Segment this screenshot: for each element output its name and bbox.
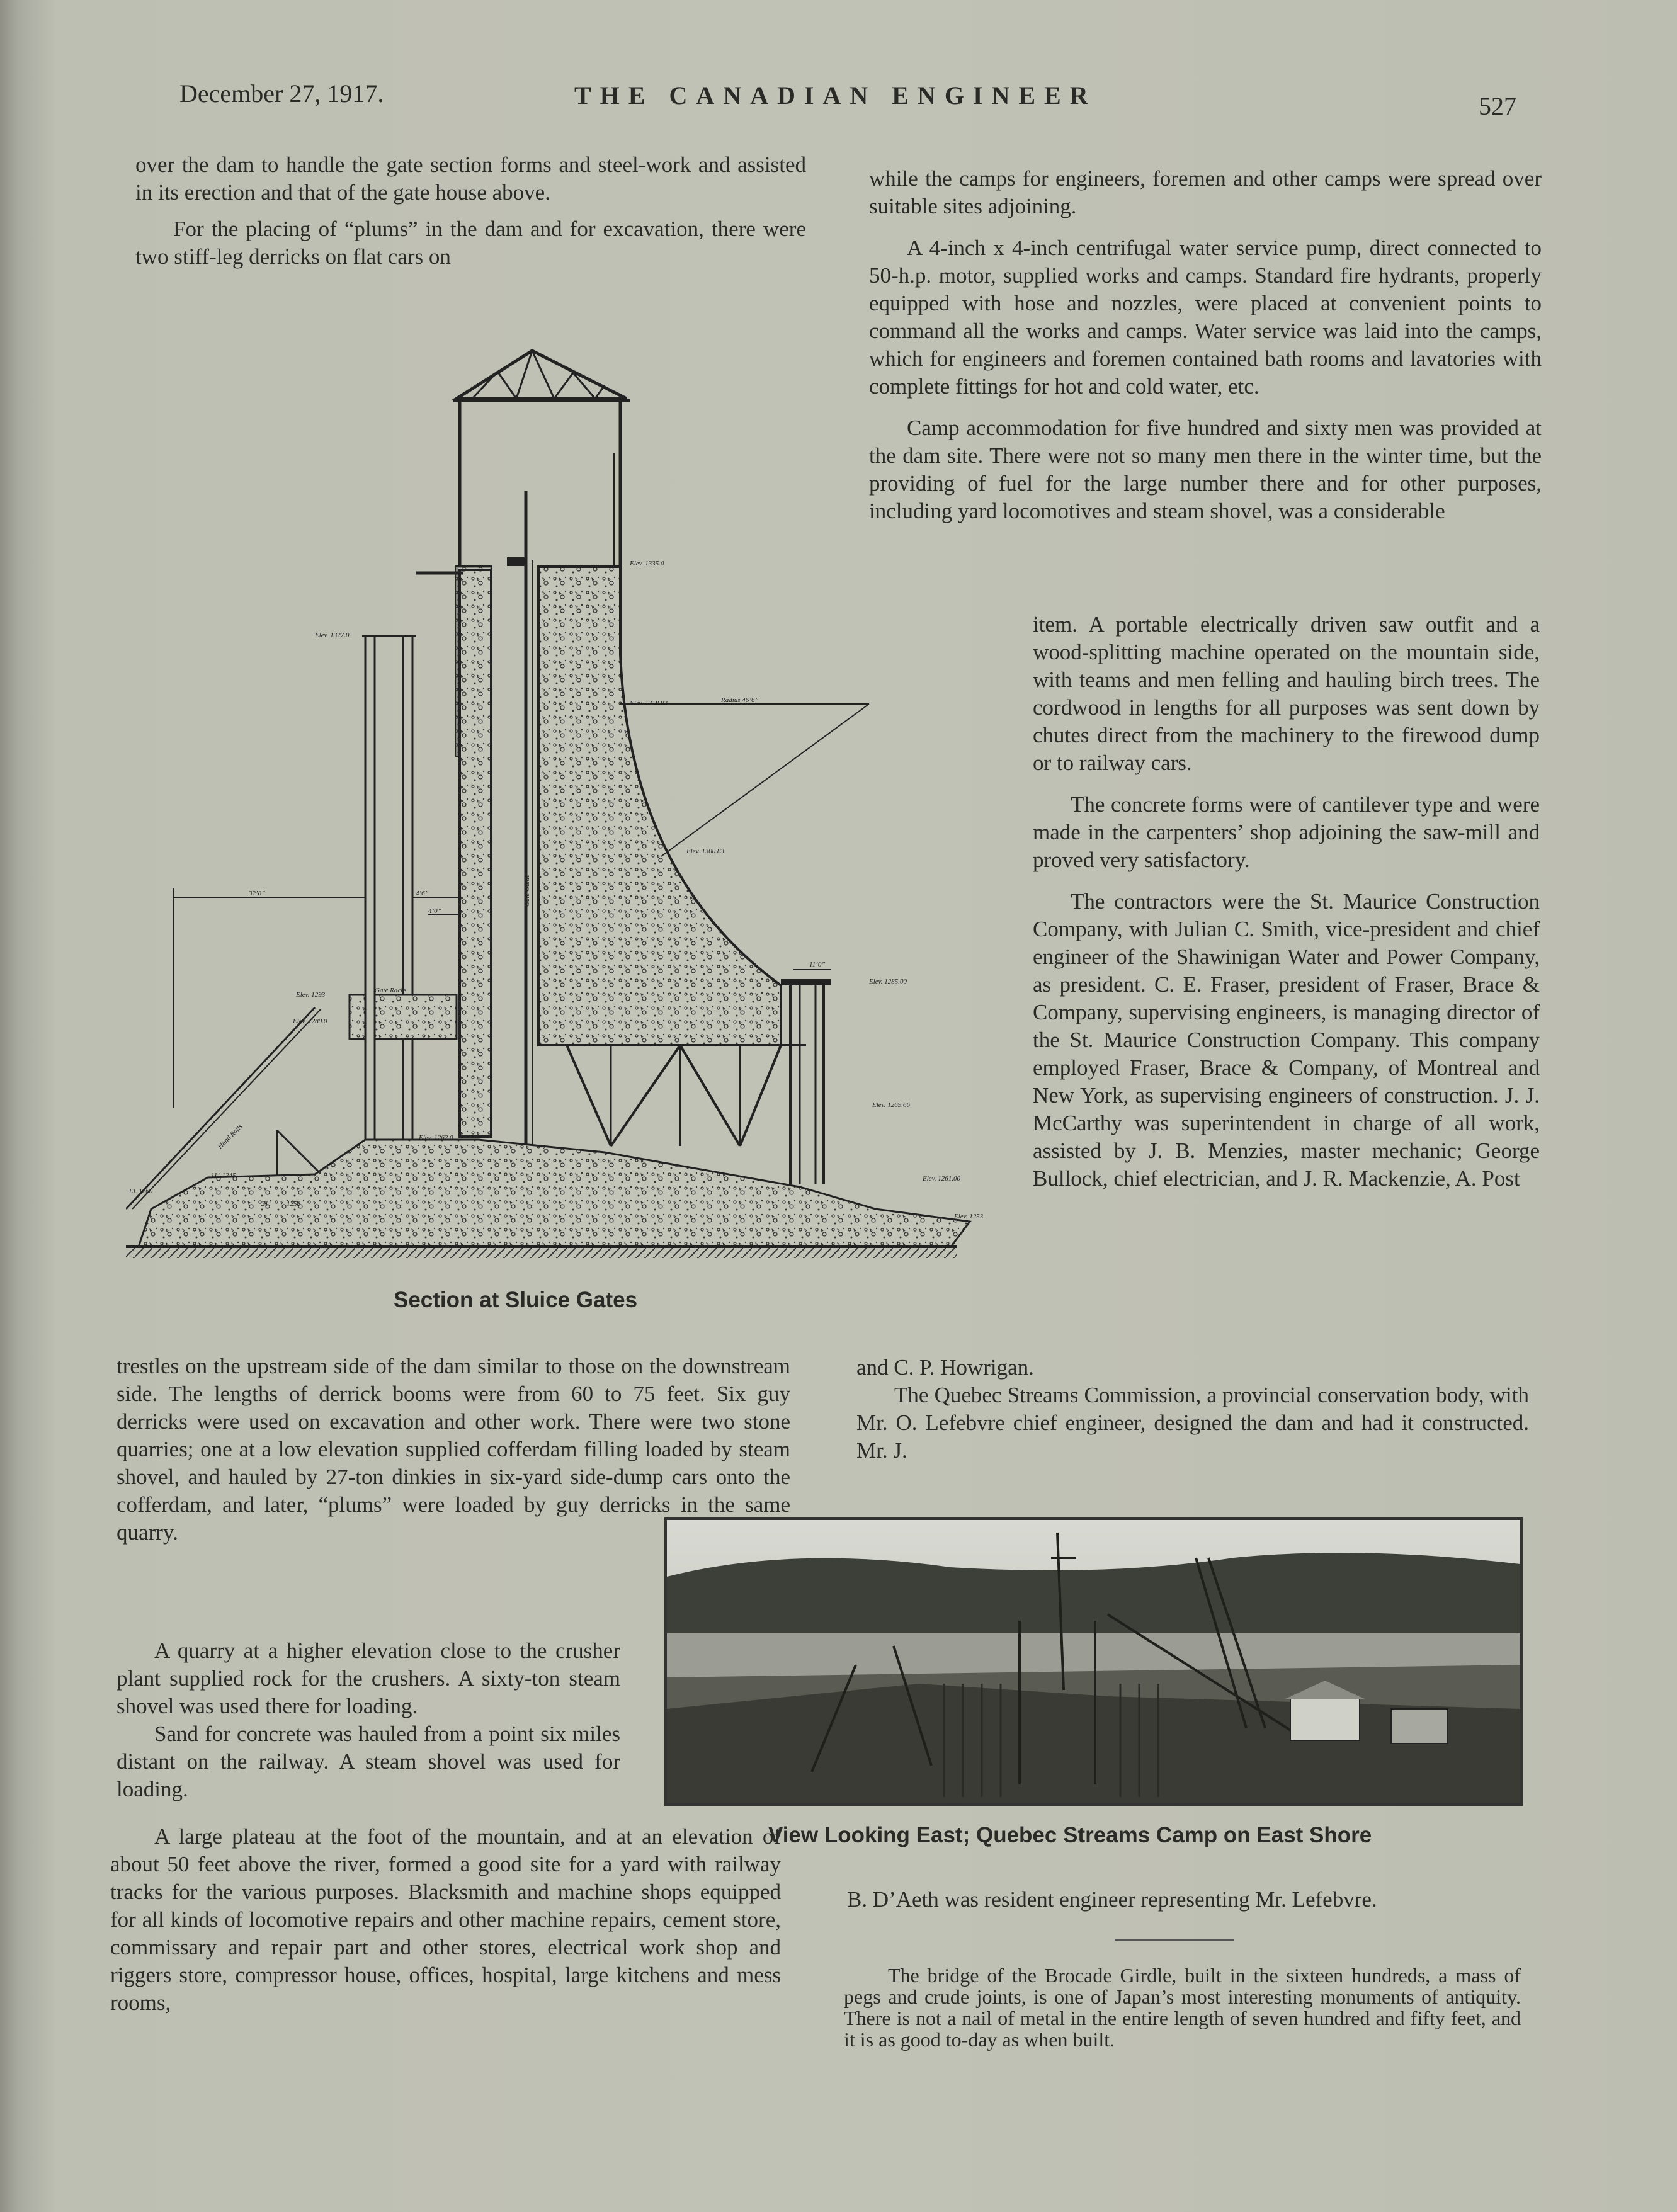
foundation <box>139 1140 970 1247</box>
label-elev-top: Elev. 1335.0 <box>630 560 664 567</box>
paragraph: The contractors were the St. Maurice Construction Company, with Julian C. Smith, vice-president and chief engineer of the Shawinigan Water and Power Company, as president. C. E. Fraser, president of Fraser, Brace & Company, supervising engineers, is managing director of the St. Maurice Construction Company. This company employed Fraser, Brace & Company, of Montreal and New York, as supervising engineers of construction. J. J. McCarthy was superintendent in charge of all work, assisted by J. B. Menzies, master mechanic; George Bullock, chief electrician, and J. R. Mackenzie, A. Post <box>1033 889 1540 1191</box>
label-dim-21: 21’ <box>261 1200 271 1208</box>
label-hand-rails: Hand Rails <box>216 1123 244 1151</box>
paragraph: A quarry at a higher elevation close to the crusher plant supplied rock for the crushers. A sixty-ton steam shovel was used there for loading. <box>117 1638 620 1718</box>
label-dim-32: 32’8” <box>249 890 266 897</box>
right-column-narrow <box>1033 611 1540 1193</box>
label-elev-1293: Elev. 1293 <box>296 991 326 999</box>
label-elev-1261: Elev. 1261.00 <box>923 1175 960 1183</box>
journal-title: THE CANADIAN ENGINEER <box>574 81 1097 110</box>
paragraph: while the camps for engineers, foremen and other camps were spread over suitable sites adjoining. <box>869 166 1542 218</box>
label-elev-1260: El. 1260 <box>129 1188 153 1195</box>
dam-body <box>538 567 781 1045</box>
left-column-bottom <box>110 1823 781 2017</box>
label-gate-guide: Gate Guide <box>523 874 531 907</box>
paragraph: A 4-inch x 4-inch centrifugal water service pump, direct connected to 50-h.p. motor, supplied works and camps. Standard fire hydrants, properly equipped with hose and nozzles, were placed at convenient points to command all the works and camps. Water service was laid into the camps, which for engineers and foremen contained bath rooms and lavatories with complete fittings for hot and cold water, etc. <box>869 235 1542 399</box>
figure-caption-section: Section at Sluice Gates <box>394 1288 638 1312</box>
label-radius: Radius 46’6” <box>721 696 759 704</box>
paragraph: A large plateau at the foot of the mountain, and at an elevation of about 50 feet above the river, formed a good site for a yard with railway tracks for the various purposes. Blacksmith and machine shops equipped for all kinds of locomotive repairs and other machine repairs, cement store, commissary and repair part and other stores, electrical work shop and riggers store, compressor house, offices, hospital, large kitchens and mess rooms, <box>110 1824 781 2015</box>
figure-caption-photo: View Looking East; Quebec Streams Camp on East Shore <box>768 1823 1372 1847</box>
label-elev-1318: Elev. 1318.83 <box>630 700 668 707</box>
label-gate-racks: Gate Racks <box>375 987 407 994</box>
label-dim-11: 11’0” <box>809 961 826 968</box>
divider <box>1115 1939 1234 1941</box>
paragraph: Sand for concrete was hauled from a point six miles distant on the railway. A steam shovel was used for loading. <box>117 1721 620 1801</box>
paragraph: For the placing of “plums” in the dam and for excavation, there were two stiff-leg derricks on flat cars on <box>135 217 806 269</box>
left-column-narrow <box>117 1637 620 1803</box>
label-elev-1253: Elev. 1253 <box>954 1213 984 1220</box>
label-dim-11b: 11’-1245 <box>211 1172 236 1179</box>
right-column-top <box>869 165 1542 525</box>
label-dim-4: 4’6” <box>416 890 429 897</box>
photo-scene <box>667 1520 1520 1803</box>
paragraph: item. A portable electrically driven saw outfit and a wood-splitting machine operated on the mountain side, with teams and men felling and hauling birch trees. The cordwood in lengths for all purposes was sent down by chutes direct from the machinery to the firewood dump or to railway cars. <box>1033 612 1540 775</box>
left-column-top <box>135 151 806 271</box>
paragraph: over the dam to handle the gate section forms and steel-work and assisted in its erection and that of the gate house above. <box>135 152 806 205</box>
right-column-continuation <box>856 1354 1529 1465</box>
label-elev-1300: Elev. 1300.83 <box>686 848 724 855</box>
paragraph: The Quebec Streams Commission, a provincial conservation body, with Mr. O. Lefebvre chief engineer, designed the dam and had it constructed. Mr. J. <box>856 1383 1529 1463</box>
paragraph-text: trestles on the upstream side of the dam similar to those on the downstream side. The lengths of derrick booms were from 60 to 75 feet. Six guy derricks were used on excavation and other work. There were two stone quarries; one at a low elevation supplied cofferdam filling loaded by steam shovel, and hauled by 27-ton dinkies in six-yard side-dump cars onto the cofferdam, and later, “plums” were loaded by guy derricks in the same quarry. <box>117 1354 790 1545</box>
paragraph: The concrete forms were of cantilever type and were made in the carpenters’ shop adjoining the saw-mill and proved very satisfactory. <box>1033 792 1540 872</box>
label-elev-1285: Elev. 1285.00 <box>869 978 907 985</box>
footnote: The bridge of the Brocade Girdle, built in the sixteen hundreds, a mass of pegs and crude joints, is one of Japan’s most interesting monuments of antiquity. There is not a nail of metal in the entire length of seven hundred and fifty feet, and it is as good to-day as when built. <box>844 1964 1521 2051</box>
label-dim-1258: 1258 <box>287 1200 300 1208</box>
label-elev-1289: Elev. 1289.0 <box>293 1018 327 1025</box>
page-number: 527 <box>1479 92 1516 120</box>
camp-building <box>1290 1696 1360 1740</box>
photo-east-view <box>664 1517 1523 1806</box>
paragraph: B. D’Aeth was resident engineer representing Mr. Lefebvre. <box>847 1887 1377 1912</box>
label-elev-1262: Elev. 1262.0 <box>419 1134 453 1142</box>
paragraph: Camp accommodation for five hundred and sixty men was provided at the dam site. There were not so many men there in the winter time, but the providing of fuel for the large number there and for other purposes, including yard locomotives and steam shovel, was a considerable <box>869 416 1542 523</box>
label-elev-1269: Elev. 1269.66 <box>872 1101 910 1109</box>
label-dim-4b: 4’0” <box>428 907 441 915</box>
right-column-bottom <box>847 1886 1518 1914</box>
paragraph: and C. P. Howrigan. <box>856 1355 1034 1380</box>
header-date: December 27, 1917. <box>179 79 384 108</box>
label-elev-1327: Elev. 1327.0 <box>315 632 350 639</box>
